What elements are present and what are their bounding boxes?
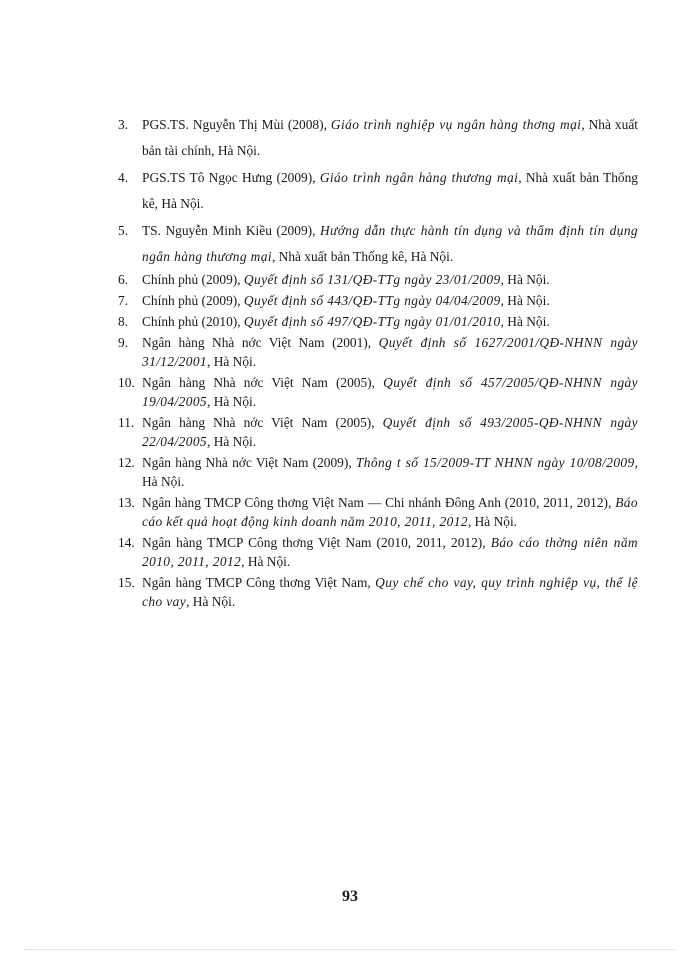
reference-item <box>118 373 638 411</box>
reference-number: 15. <box>118 575 135 590</box>
reference-author: Chính phủ (2009), <box>142 293 244 308</box>
reference-author: Chính phủ (2010), <box>142 314 244 329</box>
reference-number: 4. <box>118 170 129 185</box>
reference-publisher: , Hà Nội. <box>467 514 518 529</box>
reference-item <box>118 165 638 217</box>
reference-list <box>118 112 638 611</box>
reference-item <box>118 533 638 571</box>
reference-publisher: , Hà Nội. <box>207 394 257 409</box>
reference-item <box>118 333 638 371</box>
reference-publisher: , Hà Nội. <box>500 314 550 329</box>
reference-publisher: , Hà Nội. <box>500 293 550 308</box>
reference-title: Hướng dẫn thực hành tín dụng và thẩm định tín dụng ngân hàng thương mại <box>142 223 639 264</box>
reference-item <box>118 413 638 451</box>
reference-item <box>118 270 638 289</box>
reference-publisher: , Hà Nội. <box>241 554 291 569</box>
references-section <box>118 112 638 613</box>
reference-number: 3. <box>118 117 129 132</box>
reference-publisher: , Hà Nội. <box>186 594 236 609</box>
reference-title: Giáo trình nghiệp vụ ngân hàng thơng mại <box>330 117 582 132</box>
reference-number: 10. <box>118 375 135 390</box>
reference-number: 5. <box>118 223 129 238</box>
reference-author: Ngân hàng Nhà nớc Việt Nam (2005), <box>142 375 384 390</box>
reference-number: 9. <box>118 335 129 350</box>
reference-publisher: , Hà Nội. <box>142 455 638 489</box>
reference-publisher: , Hà Nội. <box>500 272 550 287</box>
reference-author: PGS.TS. Nguyễn Thị Mùi (2008), <box>142 117 331 132</box>
reference-number: 8. <box>118 314 129 329</box>
reference-author: PGS.TS Tô Ngọc Hưng (2009), <box>142 170 320 185</box>
reference-publisher: , Nhà xuất bản Thống kê, Hà Nội. <box>271 249 454 264</box>
reference-author: Ngân hàng TMCP Công thơng Việt Nam — Chi nhánh Đông Anh (2010, 2011, 2012), <box>142 495 616 510</box>
reference-author: Chính phủ (2009), <box>142 272 244 287</box>
reference-author: Ngân hàng TMCP Công thơng Việt Nam, <box>142 575 376 590</box>
reference-item <box>118 493 638 531</box>
reference-publisher: , Nhà xuất bản Thống kê, Hà Nội. <box>142 170 638 211</box>
reference-publisher: , Hà Nội. <box>207 434 257 449</box>
reference-title: Quyết định số 1627/2001/QĐ-NHNN ngày 31/12/2001 <box>142 335 638 369</box>
reference-number: 14. <box>118 535 135 550</box>
reference-title: Quyết định số 457/2005/QĐ-NHNN ngày 19/04/2005 <box>142 375 638 409</box>
reference-title: Báo cáo kết quả hoạt động kinh doanh năm 2010, 2011, 2012 <box>142 495 638 529</box>
reference-title: Quyết định số 493/2005-QĐ-NHNN ngày 22/04/2005 <box>142 415 638 449</box>
reference-title: Giáo trình ngân hàng thương mại <box>319 170 519 185</box>
reference-author: TS. Nguyễn Minh Kiều (2009), <box>142 223 320 238</box>
reference-author: Ngân hàng Nhà nớc Việt Nam (2005), <box>142 415 383 430</box>
reference-title: Quyết định số 497/QĐ-TTg ngày 01/01/2010 <box>243 314 501 329</box>
reference-title: Báo cáo thờng niên năm 2010, 2011, 2012 <box>142 535 638 569</box>
reference-number: 13. <box>118 495 135 510</box>
reference-number: 7. <box>118 293 129 308</box>
reference-publisher: , Nhà xuất bản tài chính, Hà Nội. <box>142 117 638 158</box>
reference-title: Quyết định số 131/QĐ-TTg ngày 23/01/2009 <box>243 272 501 287</box>
reference-item <box>118 218 638 270</box>
reference-item <box>118 291 638 310</box>
reference-title: Quyết định số 443/QĐ-TTg ngày 04/04/2009 <box>243 293 501 308</box>
reference-number: 11. <box>118 415 135 430</box>
reference-author: Ngân hàng TMCP Công thơng Việt Nam (2010, 2011, 2012), <box>142 535 491 550</box>
reference-number: 12. <box>118 455 135 470</box>
page-number: 93 <box>342 888 358 905</box>
reference-title: Thông t số 15/2009-TT NHNN ngày 10/08/2009 <box>355 455 635 470</box>
reference-author: Ngân hàng Nhà nớc Việt Nam (2009), <box>142 455 356 470</box>
reference-item <box>118 453 638 491</box>
reference-publisher: , Hà Nội. <box>207 354 257 369</box>
reference-title: Quy chế cho vay, quy trình nghiệp vụ, thể lệ cho vay <box>142 575 638 609</box>
reference-item <box>118 112 638 164</box>
reference-number: 6. <box>118 272 129 287</box>
reference-item <box>118 312 638 331</box>
reference-author: Ngân hàng Nhà nớc Việt Nam (2001), <box>142 335 379 350</box>
reference-item <box>118 573 638 611</box>
page-bottom-divider <box>24 949 676 950</box>
